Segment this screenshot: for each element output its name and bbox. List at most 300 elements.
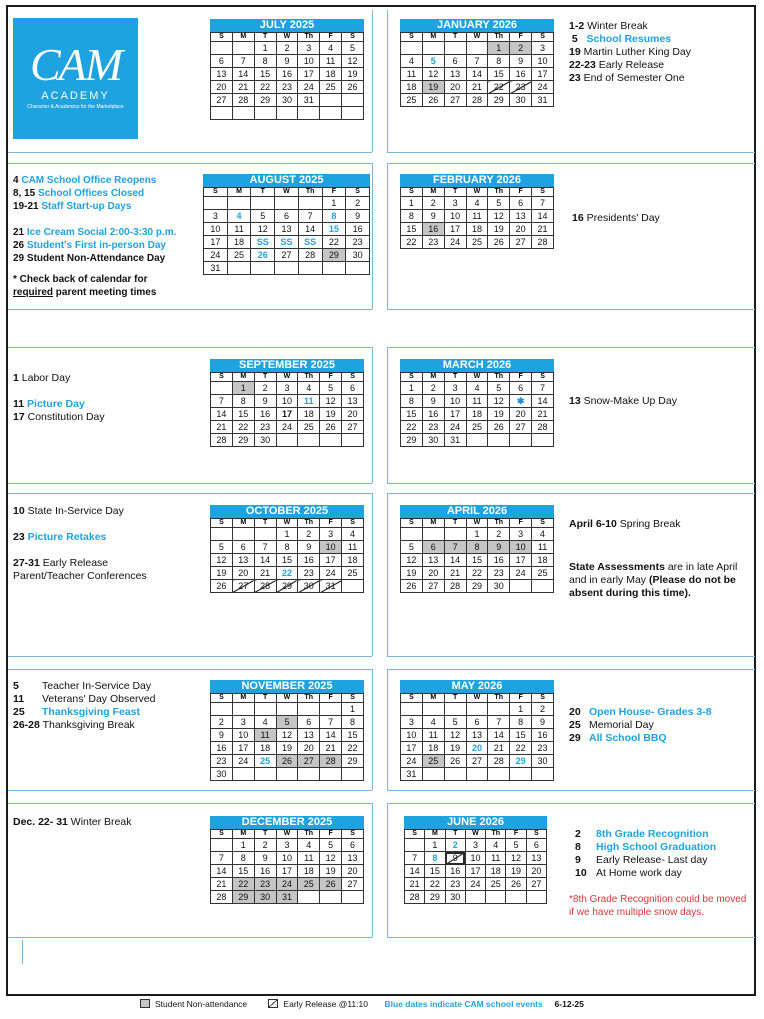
day-cell: 5 — [444, 716, 466, 729]
day-cell — [275, 262, 299, 275]
day-cell: 3 — [276, 382, 298, 395]
week-row — [211, 421, 364, 434]
weekday-header: F — [322, 188, 346, 197]
day-cell: 4 — [342, 528, 364, 541]
day-cell: 16 — [532, 729, 554, 742]
day-cell: 6 — [342, 382, 364, 395]
day-cell: 7 — [298, 210, 322, 223]
day-cell: 22 — [276, 567, 298, 580]
weekday-header: Th — [488, 519, 510, 528]
calendar-july-2025 — [210, 19, 364, 120]
day-cell — [342, 434, 364, 447]
divider — [8, 152, 372, 153]
day-cell — [401, 703, 423, 716]
day-cell: 7 — [254, 541, 276, 554]
day-cell: 24 — [532, 81, 554, 94]
weekday-header-row — [405, 830, 547, 839]
week-row — [211, 729, 364, 742]
day-cell: 13 — [526, 852, 546, 865]
week-row — [211, 878, 364, 891]
week-row — [401, 210, 554, 223]
week-row — [401, 729, 554, 742]
day-cell: 26 — [401, 580, 423, 593]
event-row — [569, 706, 712, 719]
day-cell: 20 — [342, 408, 364, 421]
divider — [387, 790, 755, 791]
events-june — [575, 828, 716, 880]
day-cell: 20 — [444, 81, 466, 94]
day-cell — [232, 768, 254, 781]
day-cell: 28 — [466, 94, 488, 107]
day-cell: 27 — [298, 755, 320, 768]
weekday-header: M — [232, 694, 254, 703]
weekday-header: T — [444, 694, 466, 703]
day-cell — [510, 580, 532, 593]
day-cell: 29 — [425, 891, 445, 904]
day-cell — [227, 262, 251, 275]
weekday-header: S — [342, 694, 364, 703]
event-row — [13, 398, 105, 411]
week-row — [211, 716, 364, 729]
day-cell: 11 — [401, 68, 423, 81]
weekday-header: T — [444, 188, 466, 197]
day-cell: 23 — [276, 81, 298, 94]
day-cell: 27 — [232, 580, 254, 593]
day-cell: 3 — [444, 382, 466, 395]
day-cell: 12 — [276, 729, 298, 742]
day-cell: SS — [275, 236, 299, 249]
event-date: 25 — [13, 706, 25, 718]
day-cell: 12 — [422, 68, 444, 81]
divider — [8, 347, 372, 348]
events-october — [13, 505, 147, 583]
week-row — [211, 567, 364, 580]
day-cell: 29 — [342, 755, 364, 768]
event-date: 4 — [13, 175, 19, 186]
event-date: 20 — [569, 706, 581, 718]
day-cell: 16 — [276, 68, 298, 81]
event-row — [13, 187, 176, 200]
day-cell: 10 — [532, 55, 554, 68]
day-cell: 9 — [254, 395, 276, 408]
calendar-march-2026 — [400, 359, 554, 447]
divider — [8, 937, 372, 938]
legend-early-release: Early Release @11:10 — [283, 999, 368, 1009]
day-cell: 8 — [342, 716, 364, 729]
calendar-january-2026 — [400, 19, 554, 107]
day-cell — [320, 891, 342, 904]
event-text: Student's First in-person Day — [26, 240, 166, 251]
day-cell: 5 — [211, 541, 233, 554]
day-cell: 14 — [232, 68, 254, 81]
day-cell: 9 — [298, 541, 320, 554]
day-cell: 15 — [401, 223, 423, 236]
day-cell: 23 — [422, 236, 444, 249]
event-row — [569, 46, 691, 59]
day-cell: 21 — [405, 878, 425, 891]
event-date: 5 — [571, 33, 578, 45]
day-cell: 5 — [320, 839, 342, 852]
event-date: 2 — [575, 828, 581, 840]
day-cell: 13 — [510, 210, 532, 223]
calendar-title: JUNE 2026 — [404, 816, 547, 829]
divider — [387, 163, 755, 164]
day-cell: 12 — [211, 554, 233, 567]
day-cell: 21 — [211, 421, 233, 434]
day-cell: 4 — [298, 839, 320, 852]
event-row — [569, 20, 691, 33]
day-cell: 20 — [211, 81, 233, 94]
day-cell: 29 — [401, 434, 423, 447]
weekday-header: S — [211, 830, 233, 839]
weekday-header: S — [211, 519, 233, 528]
day-cell — [342, 768, 364, 781]
day-cell: 14 — [532, 210, 554, 223]
day-cell: SS — [298, 236, 322, 249]
event-text: Student Non-Attendance Day — [26, 253, 166, 264]
day-cell: 1 — [466, 528, 488, 541]
day-cell: 11 — [486, 852, 506, 865]
day-cell: 3 — [320, 528, 342, 541]
day-cell: 9 — [211, 729, 233, 742]
day-cell: 5 — [401, 541, 423, 554]
day-cell: 17 — [276, 408, 298, 421]
event-row — [569, 33, 691, 46]
event-text: Labor Day — [21, 372, 71, 384]
day-cell: 6 — [342, 839, 364, 852]
day-cell: 23 — [346, 236, 370, 249]
weekday-header: M — [422, 519, 444, 528]
day-cell: 10 — [444, 210, 466, 223]
week-row — [211, 81, 364, 94]
week-row — [401, 223, 554, 236]
day-cell: 18 — [342, 554, 364, 567]
day-cell: 27 — [466, 755, 488, 768]
day-cell: 13 — [298, 729, 320, 742]
event-text: Winter Break — [587, 20, 648, 32]
day-cell: 19 — [401, 567, 423, 580]
week-row — [211, 408, 364, 421]
day-cell: 3 — [510, 528, 532, 541]
day-cell: 20 — [298, 742, 320, 755]
day-cell: 28 — [254, 580, 276, 593]
event-text: CAM School Office Reopens — [21, 175, 157, 186]
weekday-header-row — [211, 33, 364, 42]
day-cell: 30 — [276, 94, 298, 107]
event-row — [569, 518, 749, 531]
day-cell: 10 — [401, 729, 423, 742]
day-cell: 19 — [342, 68, 364, 81]
day-cell: 14 — [254, 554, 276, 567]
divider — [387, 803, 388, 937]
event-text: Early Release — [598, 59, 665, 71]
day-cell — [422, 42, 444, 55]
day-cell: 15 — [254, 68, 276, 81]
day-cell: 11 — [466, 210, 488, 223]
weekday-header: S — [401, 188, 423, 197]
calendar-title: MARCH 2026 — [400, 359, 554, 372]
day-cell: 4 — [227, 210, 251, 223]
weekday-header: Th — [298, 694, 320, 703]
week-row — [211, 434, 364, 447]
day-cell: 9 — [422, 210, 444, 223]
day-cell: 29 — [232, 891, 254, 904]
week-row — [401, 42, 554, 55]
event-date: 13 — [569, 395, 581, 407]
day-cell — [444, 768, 466, 781]
week-row — [211, 55, 364, 68]
weekday-header: S — [342, 519, 364, 528]
day-cell: 23 — [254, 421, 276, 434]
day-cell: 3 — [401, 716, 423, 729]
event-row — [13, 680, 155, 693]
divider — [387, 309, 755, 310]
event-row — [572, 212, 660, 225]
week-row — [405, 852, 547, 865]
day-cell: 24 — [401, 755, 423, 768]
day-cell: 11 — [254, 729, 276, 742]
week-row — [401, 580, 554, 593]
day-cell: 2 — [254, 839, 276, 852]
day-cell: 17 — [204, 236, 228, 249]
day-cell: 18 — [466, 408, 488, 421]
week-row — [405, 891, 547, 904]
divider — [8, 163, 372, 164]
calendar-title: JANUARY 2026 — [400, 19, 554, 32]
day-cell — [320, 107, 342, 120]
week-row — [211, 107, 364, 120]
weekday-header: S — [532, 694, 554, 703]
event-date: 16 — [572, 212, 584, 224]
week-row — [401, 421, 554, 434]
weekday-header: W — [275, 188, 299, 197]
day-cell: 20 — [526, 865, 546, 878]
week-row — [401, 236, 554, 249]
day-cell: 15 — [466, 554, 488, 567]
event-date: 26 — [13, 240, 25, 251]
day-cell: 27 — [342, 421, 364, 434]
legend — [140, 997, 740, 1011]
day-cell: 7 — [532, 382, 554, 395]
day-cell: 10 — [320, 541, 342, 554]
event-row — [13, 372, 105, 385]
day-cell: 25 — [422, 755, 444, 768]
day-cell — [232, 703, 254, 716]
day-cell: 26 — [488, 421, 510, 434]
day-cell: 2 — [422, 382, 444, 395]
day-cell: 26 — [506, 878, 526, 891]
day-cell: 14 — [405, 865, 425, 878]
calendar-may-2026 — [400, 680, 554, 781]
event-row — [569, 395, 677, 408]
day-cell: 21 — [532, 408, 554, 421]
day-cell: 1 — [342, 703, 364, 716]
day-cell: 15 — [342, 729, 364, 742]
calendar-title: NOVEMBER 2025 — [210, 680, 364, 693]
week-row — [401, 94, 554, 107]
weekday-header: S — [211, 373, 233, 382]
day-cell — [444, 528, 466, 541]
day-cell: 7 — [232, 55, 254, 68]
weekday-header: W — [276, 373, 298, 382]
day-cell: 18 — [227, 236, 251, 249]
day-cell: 4 — [298, 382, 320, 395]
week-row — [401, 68, 554, 81]
weekday-header: Th — [488, 33, 510, 42]
day-cell: 27 — [211, 94, 233, 107]
weekday-header: W — [276, 519, 298, 528]
day-cell: 16 — [445, 865, 465, 878]
day-cell: 1 — [401, 197, 423, 210]
day-cell: 22 — [488, 81, 510, 94]
day-cell: 10 — [204, 223, 228, 236]
weekday-header-row — [401, 694, 554, 703]
day-cell: 23 — [211, 755, 233, 768]
event-row — [13, 816, 131, 829]
day-cell — [298, 703, 320, 716]
day-cell: 22 — [232, 878, 254, 891]
day-cell — [422, 768, 444, 781]
day-cell: 19 — [422, 81, 444, 94]
day-cell: 15 — [322, 223, 346, 236]
day-cell: 8 — [254, 55, 276, 68]
day-cell: 17 — [276, 865, 298, 878]
day-cell — [276, 107, 298, 120]
event-text: Spring Break — [619, 518, 681, 530]
day-cell — [211, 703, 233, 716]
day-cell: 6 — [466, 716, 488, 729]
weekday-header-row — [204, 188, 370, 197]
events-november — [13, 680, 155, 732]
event-row — [575, 867, 716, 880]
day-cell — [422, 703, 444, 716]
day-cell: 25 — [298, 421, 320, 434]
calendar-title: OCTOBER 2025 — [210, 505, 364, 518]
day-cell: 14 — [532, 395, 554, 408]
week-row — [401, 541, 554, 554]
day-cell: 21 — [320, 742, 342, 755]
event-date: 1 — [13, 372, 19, 384]
day-cell: 27 — [526, 878, 546, 891]
day-cell: 25 — [342, 567, 364, 580]
day-cell: 13 — [422, 554, 444, 567]
day-cell: 30 — [254, 891, 276, 904]
early-release-swatch — [268, 999, 278, 1008]
event-text: All School BBQ — [589, 732, 667, 744]
divider — [372, 347, 373, 483]
weekday-header: F — [510, 694, 532, 703]
day-cell: 29 — [254, 94, 276, 107]
event-text: Picture Day — [27, 398, 85, 410]
day-cell — [401, 528, 423, 541]
weekday-header: M — [422, 373, 444, 382]
day-cell: 14 — [488, 729, 510, 742]
day-cell: 28 — [532, 421, 554, 434]
event-date: 11 — [13, 693, 25, 705]
day-cell: 1 — [425, 839, 445, 852]
day-cell: 12 — [488, 395, 510, 408]
day-cell: 2 — [298, 528, 320, 541]
day-cell: 7 — [320, 716, 342, 729]
week-row — [211, 865, 364, 878]
event-date: 26-28 — [13, 719, 40, 731]
divider — [372, 803, 373, 937]
day-cell: 30 — [488, 580, 510, 593]
day-cell: 19 — [276, 742, 298, 755]
day-cell: 31 — [532, 94, 554, 107]
divider — [387, 163, 388, 309]
weekday-header: M — [232, 519, 254, 528]
event-date: April 6-10 — [569, 518, 617, 530]
weekday-header: M — [422, 188, 444, 197]
day-cell: 23 — [445, 878, 465, 891]
divider — [8, 669, 372, 670]
day-cell — [320, 94, 342, 107]
day-cell — [254, 528, 276, 541]
calendar-title: DECEMBER 2025 — [210, 816, 364, 829]
day-cell: 8 — [232, 395, 254, 408]
weekday-header: M — [232, 33, 254, 42]
day-cell: 12 — [401, 554, 423, 567]
day-cell: 15 — [488, 68, 510, 81]
day-cell — [211, 839, 233, 852]
event-row — [13, 531, 147, 544]
divider — [22, 940, 23, 964]
weekday-header: F — [320, 33, 342, 42]
weekday-header: S — [532, 373, 554, 382]
event-date: 23 — [569, 72, 581, 84]
day-cell: 12 — [506, 852, 526, 865]
day-cell: 15 — [425, 865, 445, 878]
events-january — [569, 20, 691, 85]
day-cell: 1 — [232, 839, 254, 852]
day-cell: 20 — [342, 865, 364, 878]
day-cell: 1 — [322, 197, 346, 210]
day-cell: 5 — [422, 55, 444, 68]
event-text: School Offices Closed — [38, 188, 145, 199]
calendar-october-2025 — [210, 505, 364, 593]
day-cell: 24 — [232, 755, 254, 768]
event-text: Presidents' Day — [586, 212, 660, 224]
week-row — [401, 768, 554, 781]
event-date: 17 — [13, 411, 25, 423]
day-cell: 22 — [232, 421, 254, 434]
day-cell — [405, 839, 425, 852]
day-cell: 5 — [488, 197, 510, 210]
weekday-header: M — [422, 33, 444, 42]
weekday-header: F — [510, 33, 532, 42]
day-cell: 2 — [346, 197, 370, 210]
day-cell: 19 — [320, 408, 342, 421]
divider — [8, 656, 372, 657]
weekday-header: F — [510, 373, 532, 382]
day-cell: 18 — [298, 865, 320, 878]
event-text: At Home work day — [596, 867, 682, 879]
day-cell: 22 — [401, 236, 423, 249]
legend-version: 6-12-25 — [554, 999, 584, 1009]
event-text: Early Release — [42, 557, 109, 569]
week-row — [211, 852, 364, 865]
event-text: Teacher In-Service Day — [42, 680, 152, 692]
divider — [8, 790, 372, 791]
june-note — [569, 893, 747, 919]
event-text: End of Semester One — [583, 72, 685, 84]
day-cell: 2 — [488, 528, 510, 541]
day-cell — [276, 768, 298, 781]
day-cell: 14 — [211, 865, 233, 878]
day-cell: 7 — [488, 716, 510, 729]
day-cell: 11 — [422, 729, 444, 742]
